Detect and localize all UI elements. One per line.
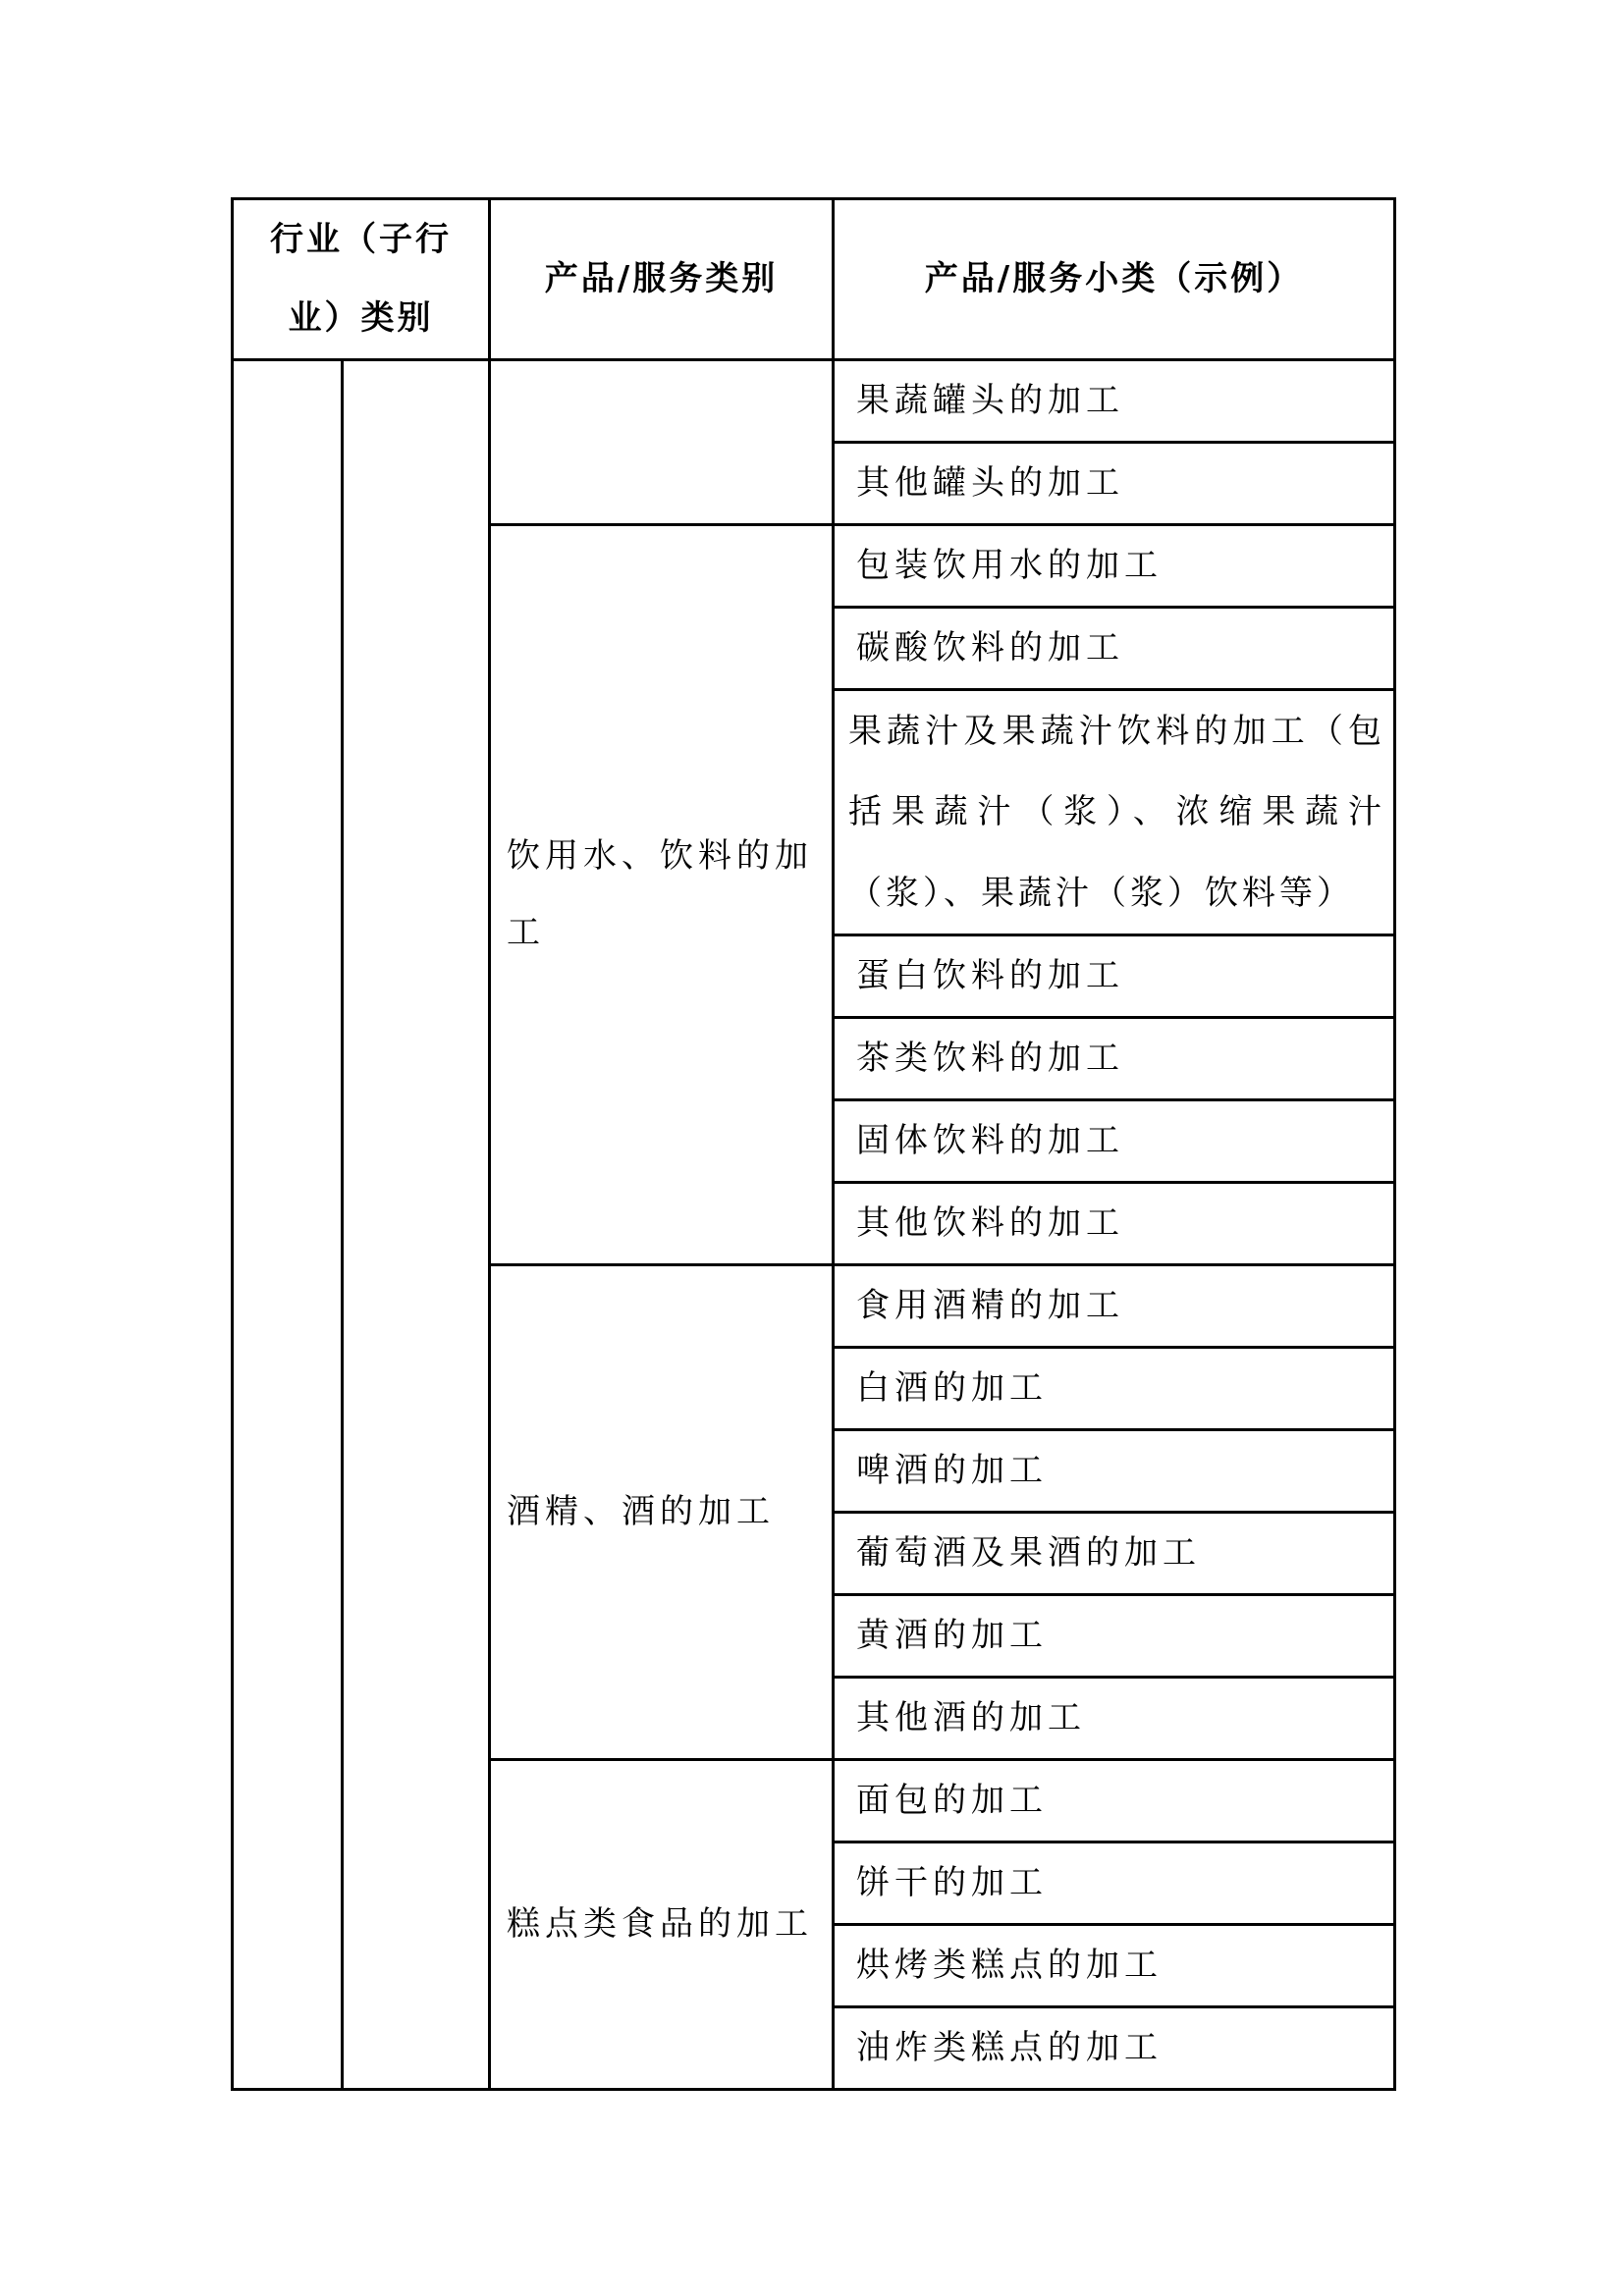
subindustry-empty-cell	[343, 360, 490, 2090]
item-cell: 白酒的加工	[834, 1347, 1395, 1429]
item-cell: 面包的加工	[834, 1759, 1395, 1842]
item-cell: 其他饮料的加工	[834, 1182, 1395, 1264]
table-body	[233, 360, 1395, 2090]
item-cell: 葡萄酒及果酒的加工	[834, 1512, 1395, 1594]
header-product-service-subcategory: 产品/服务小类（示例）	[834, 199, 1395, 360]
item-cell: 其他罐头的加工	[834, 443, 1395, 525]
table-row	[233, 360, 1395, 443]
category-cell	[490, 360, 834, 525]
item-cell: 饼干的加工	[834, 1842, 1395, 1924]
item-cell: 油炸类糕点的加工	[834, 2006, 1395, 2089]
header-industry-category: 行业（子行业）类别	[233, 199, 490, 360]
item-cell: 果蔬罐头的加工	[834, 360, 1395, 443]
item-cell: 黄酒的加工	[834, 1594, 1395, 1677]
category-cell: 饮用水、饮料的加工	[490, 525, 834, 1265]
item-cell: 果蔬汁及果蔬汁饮料的加工（包括果蔬汁（浆）、浓缩果蔬汁（浆）、果蔬汁（浆）饮料等）	[834, 690, 1395, 935]
item-cell: 包装饮用水的加工	[834, 525, 1395, 608]
industry-product-service-table	[231, 197, 1396, 2091]
item-cell: 食用酒精的加工	[834, 1264, 1395, 1347]
item-cell: 蛋白饮料的加工	[834, 934, 1395, 1017]
category-cell: 糕点类食品的加工	[490, 1759, 834, 2089]
item-cell: 碳酸饮料的加工	[834, 608, 1395, 690]
category-cell: 酒精、酒的加工	[490, 1264, 834, 1759]
industry-empty-cell	[233, 360, 343, 2090]
item-cell: 固体饮料的加工	[834, 1099, 1395, 1182]
item-cell: 烘烤类糕点的加工	[834, 1924, 1395, 2006]
table-header	[233, 199, 1395, 360]
header-product-service-category: 产品/服务类别	[490, 199, 834, 360]
item-cell: 茶类饮料的加工	[834, 1017, 1395, 1099]
item-cell: 啤酒的加工	[834, 1429, 1395, 1512]
item-cell: 其他酒的加工	[834, 1677, 1395, 1759]
header-row	[233, 199, 1395, 360]
